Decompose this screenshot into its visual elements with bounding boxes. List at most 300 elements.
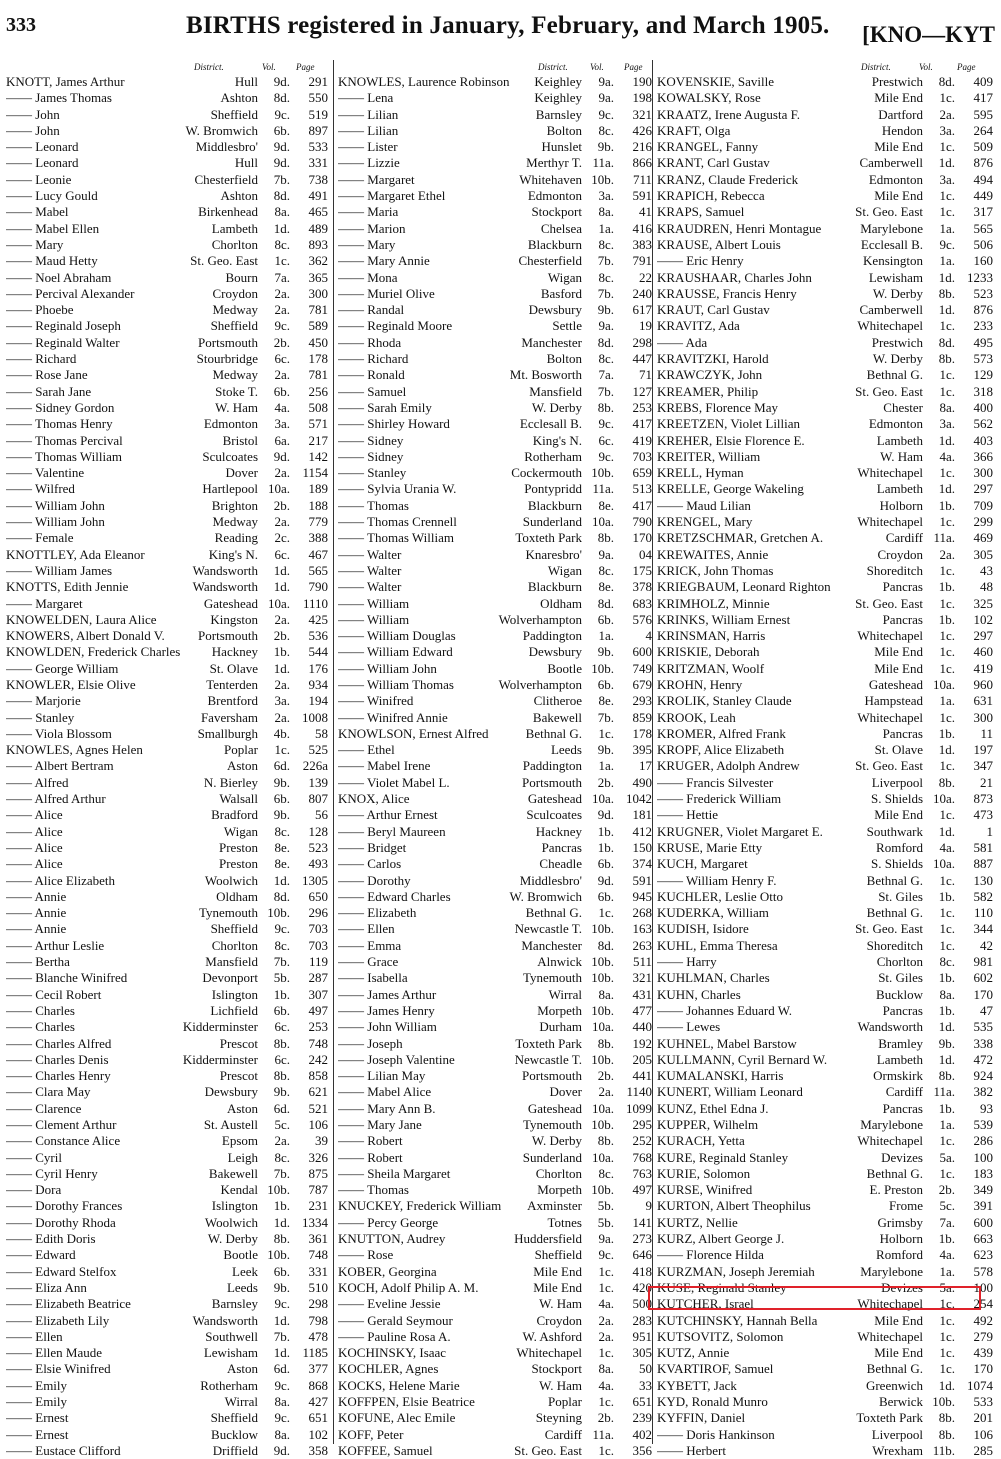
entry-volume: 8d. [938, 74, 955, 89]
entry-page: 960 [973, 676, 993, 692]
index-entry [6, 579, 328, 595]
index-entry [338, 824, 652, 840]
entry-district: Whitechapel [857, 514, 923, 530]
entry-page: 550 [308, 90, 328, 106]
entry-name: KRUGNER, Violet Margaret E. [657, 823, 823, 839]
entry-district: Sheffield [210, 1410, 258, 1426]
entry-district: Faversham [200, 709, 258, 725]
index-entry [6, 921, 328, 937]
entry-page: 798 [308, 1312, 328, 1328]
entry-name: —— Lena [338, 90, 394, 106]
entry-volume: 7b. [273, 171, 290, 187]
entry-name: —— Female [6, 530, 74, 546]
entry-page: 307 [308, 986, 328, 1002]
entry-page: 100 [973, 1149, 993, 1165]
index-entry [6, 188, 328, 204]
entry-page: 47 [980, 1002, 993, 1018]
index-entry [6, 351, 328, 367]
index-entry [657, 416, 993, 432]
index-entry [6, 612, 328, 628]
entry-name: KUHN, Charles [657, 986, 741, 1002]
entry-volume: 10a. [591, 514, 614, 530]
entry-name: —— Elizabeth Lily [6, 1312, 110, 1328]
entry-district: Hackney [211, 644, 258, 660]
entry-volume: 11a. [592, 155, 614, 171]
entry-volume: 1c. [939, 1296, 955, 1312]
entry-page: 119 [308, 954, 328, 970]
entry-page: 876 [973, 302, 993, 318]
entry-district: Frome [889, 1198, 923, 1214]
index-entry [338, 921, 652, 937]
index-entry [338, 384, 652, 400]
index-entry [657, 139, 993, 155]
entry-volume: 10a. [932, 791, 955, 807]
index-entry [338, 644, 652, 660]
entry-name: —— Mary [338, 236, 396, 252]
entry-page: 71 [639, 367, 652, 383]
entry-volume: 8b. [938, 1068, 955, 1084]
entry-volume: 9c. [939, 236, 955, 252]
index-entry [6, 1182, 328, 1198]
entry-district: Kidderminster [182, 1051, 258, 1067]
entry-volume: 1c. [598, 1263, 614, 1279]
index-entry [6, 1198, 328, 1214]
entry-district: Portsmouth [198, 334, 258, 350]
index-entry [6, 481, 328, 497]
entry-page: 447 [632, 351, 652, 367]
entry-name: KUTCHER, Israel [657, 1296, 754, 1312]
index-entry [657, 351, 993, 367]
entry-page: 402 [632, 1426, 652, 1442]
entry-page: 1042 [626, 791, 652, 807]
entry-page: 651 [308, 1410, 328, 1426]
index-entry [338, 1361, 652, 1377]
entry-page: 748 [308, 1035, 328, 1051]
entry-name: —— Alice [6, 839, 63, 855]
entry-volume: 8d. [597, 937, 614, 953]
entry-volume: 6b. [597, 611, 614, 627]
entry-page: 93 [980, 1100, 993, 1116]
entry-page: 33 [639, 1377, 652, 1393]
index-entry [6, 1361, 328, 1377]
entry-name: —— Lilian May [338, 1068, 426, 1084]
index-entry [657, 449, 993, 465]
entry-page: 578 [973, 1263, 993, 1279]
index-entry [657, 1247, 993, 1263]
entry-district: Hendon [881, 122, 923, 138]
entry-district: Mile End [874, 90, 923, 106]
entry-name: —— Cecil Robert [6, 986, 102, 1002]
entry-district: W. Derby [531, 1133, 582, 1149]
entry-district: Bradford [211, 807, 258, 823]
district-heading: District. [538, 62, 568, 72]
entry-volume: 5b. [273, 970, 290, 986]
entry-district: Croydon [212, 285, 258, 301]
entry-district: Pancras [541, 839, 582, 855]
entry-name: —— Lilian [338, 122, 399, 138]
entry-page: 492 [973, 1312, 993, 1328]
entry-page: 298 [308, 1296, 328, 1312]
index-entry [657, 579, 993, 595]
entry-page: 253 [632, 399, 652, 415]
entry-name: —— Randal [338, 302, 405, 318]
entry-page: 473 [973, 807, 993, 823]
entry-page: 50 [639, 1361, 652, 1377]
entry-volume: 10b. [591, 921, 614, 937]
index-entry [6, 1068, 328, 1084]
entry-page: 417 [632, 416, 652, 432]
entry-district: Rotherham [200, 1377, 258, 1393]
entry-name: —— Clara May [6, 1084, 91, 1100]
entry-volume: 1d. [938, 1377, 955, 1393]
index-entry [657, 628, 993, 644]
index-entry [338, 302, 652, 318]
entry-volume: 1d. [273, 1312, 290, 1328]
entry-district: Sunderland [522, 514, 582, 530]
entry-name: —— Alice [6, 856, 63, 872]
entry-volume: 7b. [597, 383, 614, 399]
entry-name: KUHNEL, Mabel Barstow [657, 1035, 797, 1051]
entry-page: 11 [980, 725, 993, 741]
entry-district: Greenwich [865, 1377, 923, 1393]
column-header [338, 60, 652, 74]
entry-name: KRAWCZYK, John [657, 367, 763, 383]
entry-name: —— Eveline Jessie [338, 1296, 441, 1312]
entry-page: 366 [973, 448, 993, 464]
index-entry [657, 270, 993, 286]
entry-district: Whitechapel [857, 465, 923, 481]
entry-volume: 10b. [591, 1051, 614, 1067]
entry-page: 449 [973, 188, 993, 204]
entry-page: 439 [973, 1345, 993, 1361]
entry-page: 273 [632, 1231, 652, 1247]
entry-page: 41 [639, 204, 652, 220]
entry-name: —— Joseph Valentine [338, 1051, 455, 1067]
entry-volume: 1c. [939, 1312, 955, 1328]
entry-volume: 9d. [273, 74, 290, 89]
index-entry [6, 596, 328, 612]
entry-name: —— Reginald Joseph [6, 318, 121, 334]
entry-name: KURSE, Winifred [657, 1182, 753, 1198]
entry-district: Bourn [225, 269, 258, 285]
entry-district: Clitheroe [533, 693, 582, 709]
entry-name: —— Alice Elizabeth [6, 872, 116, 888]
entry-district: Romford [876, 839, 923, 855]
index-entry [338, 1280, 652, 1296]
entry-page: 748 [308, 1247, 328, 1263]
entry-volume: 1a. [939, 253, 955, 269]
index-entry [338, 807, 652, 823]
entry-page: 217 [308, 432, 328, 448]
entry-name: —— Charles Alfred [6, 1035, 112, 1051]
index-entry [6, 367, 328, 383]
entry-name: —— Walter [338, 579, 402, 595]
entry-volume: 9b. [597, 644, 614, 660]
entry-name: KUTCHINSKY, Hannah Bella [657, 1312, 818, 1328]
entry-volume: 1d. [938, 1051, 955, 1067]
entry-district: Wolverhampton [498, 676, 582, 692]
entry-page: 22 [639, 269, 652, 285]
entry-name: —— Ernest [6, 1426, 69, 1442]
entry-name: —— Leonie [6, 171, 72, 187]
index-entry [657, 107, 993, 123]
index-entry [6, 1296, 328, 1312]
entry-name: —— William John [6, 497, 105, 513]
entry-name: KNOWLES, Laurence Robinson [338, 74, 510, 89]
entry-page: 347 [973, 758, 993, 774]
entry-name: KYD, Ronald Munro [657, 1394, 768, 1410]
entry-volume: 1c. [939, 807, 955, 823]
entry-page: 331 [308, 155, 328, 171]
entry-name: —— Ellen Maude [6, 1345, 103, 1361]
entry-name: KNUCKEY, Frederick William [338, 1198, 502, 1214]
entry-volume: 8e. [598, 497, 614, 513]
entry-volume: 8a. [598, 986, 614, 1002]
index-entry [657, 530, 993, 546]
entry-page: 523 [973, 285, 993, 301]
index-entry [6, 1133, 328, 1149]
entry-district: Keighley [534, 74, 582, 89]
entry-volume: 10a. [591, 791, 614, 807]
entry-volume: 8c. [598, 236, 614, 252]
index-entry [657, 302, 993, 318]
entry-district: Huddersfield [514, 1231, 582, 1247]
entry-page: 1 [986, 823, 993, 839]
entry-name: —— James Arthur [338, 986, 437, 1002]
entry-volume: 6a. [274, 432, 290, 448]
entry-volume: 2c. [274, 530, 290, 546]
entry-district: Stockport [531, 204, 582, 220]
index-entry [657, 807, 993, 823]
entry-district: Cardiff [885, 530, 923, 546]
index-entry [657, 758, 993, 774]
entry-name: —— Samuel [338, 383, 407, 399]
index-entry [657, 384, 993, 400]
entry-district: St. Olave [209, 660, 258, 676]
entry-district: Bucklow [211, 1426, 258, 1442]
entry-district: Gateshead [527, 791, 582, 807]
index-entry [6, 1215, 328, 1231]
entry-district: Gateshead [203, 595, 258, 611]
index-entry [657, 481, 993, 497]
entry-page: 781 [308, 367, 328, 383]
entry-name: KRAATZ, Irene Augusta F. [657, 106, 801, 122]
index-entry [657, 1019, 993, 1035]
entry-volume: 9c. [274, 318, 290, 334]
entry-volume: 8c. [598, 351, 614, 367]
entry-volume: 6b. [597, 888, 614, 904]
index-entry [657, 840, 993, 856]
entry-volume: 1c. [939, 1133, 955, 1149]
entry-name: —— Eliza Ann [6, 1279, 87, 1295]
entry-district: Islington [211, 986, 258, 1002]
index-entry [6, 286, 328, 302]
entry-district: Lambeth [211, 220, 258, 236]
entry-name: KUTSOVITZ, Solomon [657, 1328, 784, 1344]
index-entry [657, 987, 993, 1003]
entry-name: —— Margaret Ethel [338, 188, 446, 204]
index-entry [338, 1378, 652, 1394]
entry-volume: 11a. [592, 1426, 614, 1442]
entry-volume: 10b. [591, 171, 614, 187]
index-entry [338, 1313, 652, 1329]
entry-page: 663 [973, 1231, 993, 1247]
index-entry [657, 1215, 993, 1231]
entry-volume: 1c. [939, 628, 955, 644]
entry-name: KRAUT, Carl Gustav [657, 302, 770, 318]
entry-page: 170 [632, 530, 652, 546]
entry-volume: 9b. [597, 742, 614, 758]
entry-volume: 11a. [592, 481, 614, 497]
entry-name: —— Charles [6, 1019, 75, 1035]
index-entry [6, 1247, 328, 1263]
index-entry [6, 563, 328, 579]
index-entry [338, 742, 652, 758]
entry-district: Portsmouth [198, 628, 258, 644]
entry-name: —— Mabel [6, 204, 69, 220]
index-entry [657, 367, 993, 383]
entry-page: 253 [308, 1019, 328, 1035]
entry-name: —— Sheila Margaret [338, 1165, 451, 1181]
index-entry [338, 465, 652, 481]
entry-name: —— Doris Hankinson [657, 1426, 775, 1442]
entry-page: 738 [308, 171, 328, 187]
index-entry [338, 905, 652, 921]
entry-district: Oldham [216, 888, 258, 904]
entry-name: —— Margaret [6, 595, 83, 611]
entry-volume: 1b. [938, 1100, 955, 1116]
entry-district: Blackburn [527, 236, 582, 252]
entry-name: KNOWLER, Elsie Olive [6, 676, 136, 692]
entry-volume: 6c. [274, 546, 290, 562]
entry-district: Leek [232, 1263, 258, 1279]
entry-volume: 1c. [939, 1328, 955, 1344]
entry-volume: 9b. [273, 1279, 290, 1295]
entry-page: 951 [632, 1328, 652, 1344]
entry-page: 533 [973, 1394, 993, 1410]
index-entry [338, 1264, 652, 1280]
entry-name: KURTZ, Nellie [657, 1214, 738, 1230]
entry-district: Stourbridge [196, 351, 258, 367]
entry-volume: 1d. [938, 269, 955, 285]
entry-volume: 9d. [273, 1442, 290, 1458]
entry-district: Dewsbury [204, 1084, 258, 1100]
entry-volume: 6d. [273, 1361, 290, 1377]
entry-volume: 10b. [591, 1182, 614, 1198]
entry-page: 130 [973, 872, 993, 888]
entry-page: 1074 [967, 1377, 993, 1393]
entry-page: 358 [308, 1442, 328, 1458]
entry-page: 325 [973, 595, 993, 611]
entry-volume: 1d. [273, 220, 290, 236]
entry-name: KRANGEL, Fanny [657, 139, 759, 155]
entry-district: Devizes [881, 1149, 923, 1165]
entry-page: 646 [632, 1247, 652, 1263]
entry-district: N. Bierley [203, 774, 258, 790]
index-entry [657, 970, 993, 986]
entry-name: —— Marion [338, 220, 406, 236]
entry-page: 349 [973, 1182, 993, 1198]
entry-page: 511 [632, 954, 652, 970]
entry-name: KUHLMAN, Charles [657, 970, 770, 986]
entry-name: —— Sarah Jane [6, 383, 92, 399]
index-entry [657, 1443, 993, 1459]
entry-district: St. Geo. East [855, 204, 923, 220]
index-entry [6, 1166, 328, 1182]
entry-page: 1099 [626, 1100, 652, 1116]
entry-name: —— Carlos [338, 856, 402, 872]
entry-volume: 10b. [267, 1182, 290, 1198]
entry-volume: 1d. [938, 432, 955, 448]
entry-page: 226a [302, 758, 328, 774]
entry-name: —— Cyril [6, 1149, 62, 1165]
entry-page: 201 [973, 1410, 993, 1426]
entry-name: KNOX, Alice [338, 791, 410, 807]
entry-district: W. Ham [539, 1296, 582, 1312]
index-entry [338, 1329, 652, 1345]
entry-volume: 2a. [274, 676, 290, 692]
index-entry [657, 1117, 993, 1133]
entry-district: Edmonton [203, 416, 258, 432]
entry-name: KOFUNE, Alec Emile [338, 1410, 456, 1426]
entry-volume: 8c. [598, 562, 614, 578]
entry-name: —— Emily [6, 1394, 68, 1410]
index-entry [6, 1427, 328, 1443]
entry-name: KRUSE, Marie Etty [657, 839, 763, 855]
entry-volume: 1a. [598, 758, 614, 774]
entry-volume: 8e. [274, 839, 290, 855]
index-entry [657, 1280, 993, 1296]
entry-page: 39 [315, 1133, 328, 1149]
entry-name: —— Elsie Winifred [6, 1361, 111, 1377]
entry-page: 365 [308, 269, 328, 285]
entry-page: 362 [308, 253, 328, 269]
entry-volume: 1c. [939, 318, 955, 334]
entry-name: —— Mary Annie [338, 253, 430, 269]
entry-district: Bethnal G. [866, 1361, 923, 1377]
entry-district: Medway [212, 302, 258, 318]
entry-district: Keighley [534, 90, 582, 106]
entry-name: —— Rhoda [338, 334, 402, 350]
entry-page: 305 [973, 546, 993, 562]
entry-district: St. Geo. East [855, 758, 923, 774]
entry-volume: 1c. [939, 1345, 955, 1361]
index-entry [6, 1443, 328, 1459]
entry-name: KRETZSCHMAR, Gretchen A. [657, 530, 824, 546]
entry-district: Aston [226, 1100, 258, 1116]
entry-volume: 1b. [938, 1002, 955, 1018]
entry-page: 465 [308, 204, 328, 220]
entry-name: KRANZ, Claude Frederick [657, 171, 799, 187]
entry-name: —— Elizabeth Beatrice [6, 1296, 131, 1312]
index-entry [657, 1378, 993, 1394]
entry-page: 1233 [967, 269, 993, 285]
index-entry [338, 612, 652, 628]
entry-district: Wandsworth [192, 579, 258, 595]
entry-district: King's N. [532, 432, 582, 448]
entry-volume: 8c. [274, 823, 290, 839]
entry-page: 321 [632, 970, 652, 986]
entry-name: —— Edward Stelfox [6, 1263, 117, 1279]
entry-page: 160 [973, 253, 993, 269]
index-entry [6, 938, 328, 954]
index-entry [657, 1410, 993, 1426]
entry-page: 231 [308, 1198, 328, 1214]
entry-name: —— Hettie [657, 807, 719, 823]
entry-volume: 6d. [273, 758, 290, 774]
entry-page: 56 [315, 807, 328, 823]
index-entry [6, 1231, 328, 1247]
